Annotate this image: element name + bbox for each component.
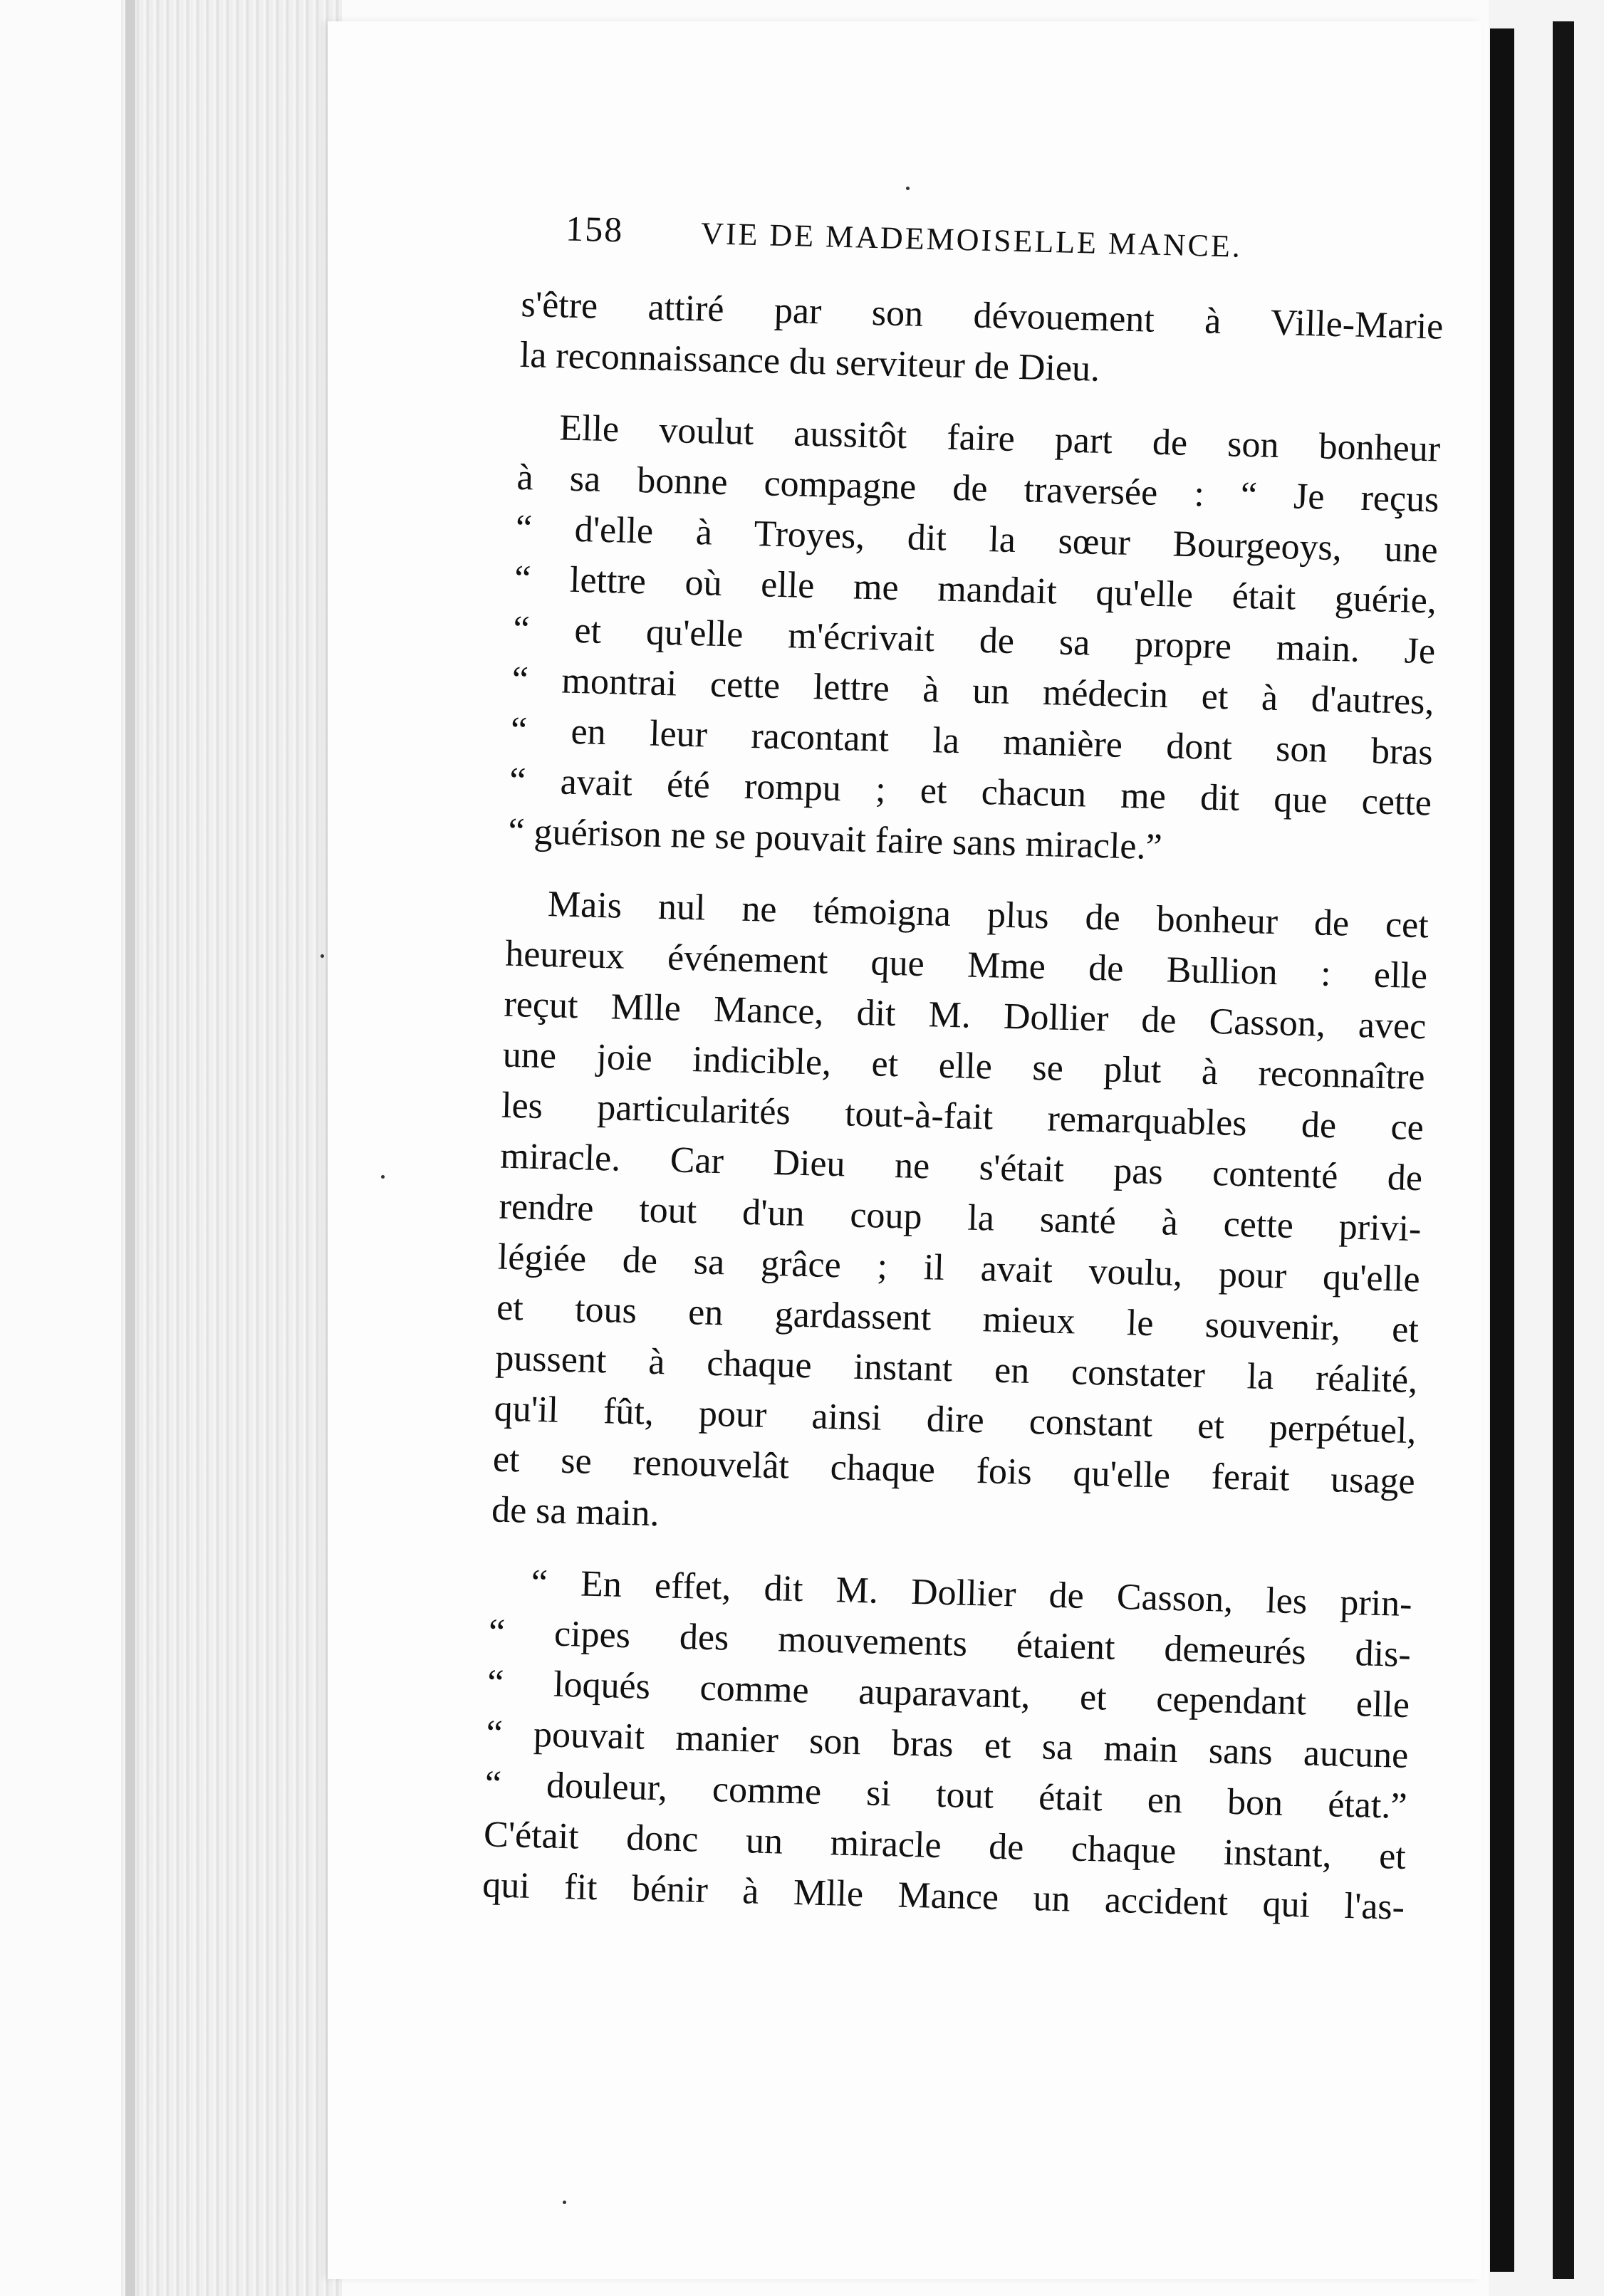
page-number: 158	[565, 208, 624, 250]
text-line: heureux événement que Mme de Bullion : elle	[504, 933, 1428, 997]
text-line: “ loqués comme auparavant, et cependant elle	[486, 1662, 1410, 1726]
paragraph-1	[519, 279, 1444, 403]
text-line: et se renouvelât chaque fois qu'elle ferait usage	[492, 1439, 1416, 1503]
text-line: légiée de sa grâce ; il avait voulu, pour qu'elle	[497, 1236, 1421, 1300]
text-line: reçut Mlle Mance, dit M. Dollier de Casson, avec	[503, 983, 1427, 1048]
text-line: de sa main.	[491, 1489, 660, 1535]
paragraph-2	[508, 402, 1441, 879]
dust-speck	[381, 1175, 385, 1179]
text-line: s'être attiré par son dévouement à Ville-Marie	[520, 283, 1444, 348]
text-line: miracle. Car Dieu ne s'était pas contenté de	[499, 1135, 1423, 1199]
text-line: et tous en gardassent mieux le souvenir, et	[496, 1287, 1420, 1351]
binding-dark-strip-outer	[1553, 21, 1574, 2279]
text-line: “ et qu'elle m'écrivait de sa propre main. Je	[512, 608, 1436, 672]
text-line: “ En effet, dit M. Dollier de Casson, les prin-	[531, 1562, 1413, 1625]
text-line: “ en leur racontant la manière dont son bras	[510, 709, 1434, 773]
text-line: “ douleur, comme si tout était en bon état.”	[484, 1763, 1408, 1827]
paragraph-4	[482, 1556, 1413, 1932]
running-title: VIE DE MADEMOISELLE MANCE.	[700, 216, 1243, 264]
text-line: Elle voulut aussitôt faire part de son bonheur	[558, 407, 1441, 470]
text-line: les particularités tout-à-fait remarquables de ce	[501, 1085, 1425, 1149]
text-line: “ d'elle à Troyes, dit la sœur Bourgeoys, une	[515, 507, 1439, 571]
page-edge-shadow	[125, 0, 135, 2296]
text-line: pussent à chaque instant en constater la réalité,	[494, 1337, 1418, 1402]
paragraph-3	[491, 878, 1429, 1557]
dust-speck	[321, 954, 324, 958]
text-line: “ montrai cette lettre à un médecin et à d'autres,	[511, 659, 1435, 723]
dust-speck	[563, 2201, 566, 2204]
text-block	[481, 207, 1446, 1954]
text-line: Mais nul ne témoigna plus de bonheur de cet	[547, 884, 1429, 946]
text-line: C'était donc un miracle de chaque instant, et	[483, 1814, 1407, 1877]
text-line: une joie indicible, et elle se plut à reconnaître	[502, 1034, 1426, 1098]
text-line: “ lettre où elle me mandait qu'elle était guérie,	[514, 558, 1437, 622]
text-line: “ cipes des mouvements étaient demeurés dis-	[488, 1612, 1412, 1676]
text-line: à sa bonne compagne de traversée : “ Je reçus	[516, 456, 1440, 521]
binding-dark-strip	[1490, 28, 1514, 2272]
text-line: qui fit bénir à Mlle Mance un accident qui l'as-	[481, 1864, 1405, 1928]
text-line: qu'il fût, pour ainsi dire constant et perpétuel,	[494, 1388, 1417, 1452]
text-line: “ guérison ne se pouvait faire sans miracle.”	[507, 810, 1163, 868]
text-line: la reconnaissance du serviteur de Dieu.	[519, 334, 1100, 390]
text-line: “ pouvait manier son bras et sa main sans aucune	[485, 1713, 1409, 1776]
page-edges	[121, 0, 342, 2296]
text-line: “ avait été rompu ; et chacun me dit que cette	[509, 760, 1432, 824]
dust-speck	[906, 187, 910, 190]
text-line: rendre tout d'un coup la santé à cette privi-	[498, 1186, 1422, 1250]
